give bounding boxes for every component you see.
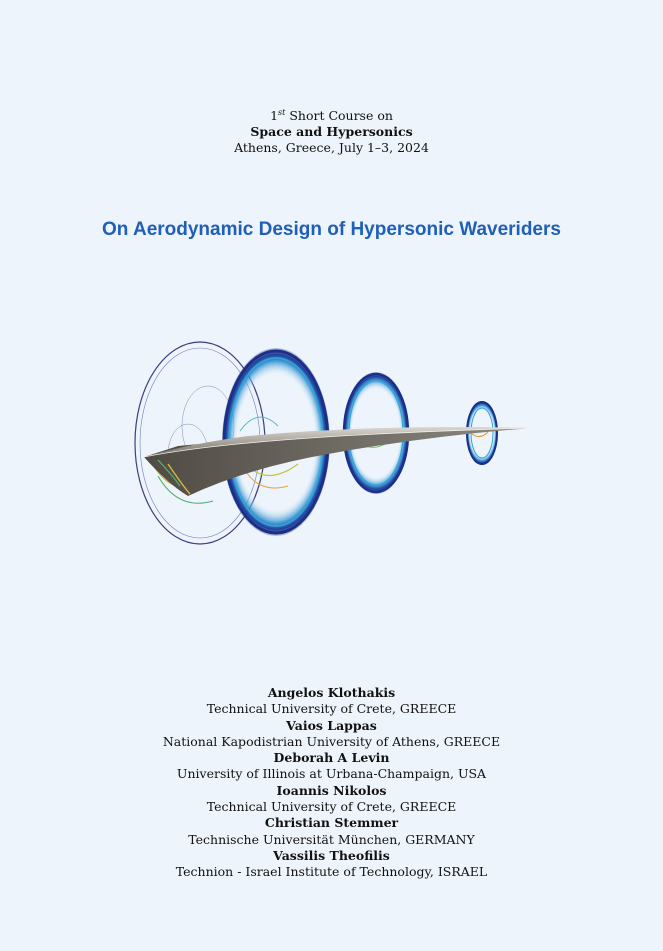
course-ordinal-suffix: st bbox=[278, 108, 286, 117]
course-header bbox=[0, 108, 663, 156]
author-name: Christian Stemmer bbox=[264, 815, 399, 831]
author-affiliation: Technion - Israel Institute of Technology, ISRAEL bbox=[175, 864, 488, 880]
author-list bbox=[0, 685, 663, 881]
author-affiliation: Technische Universität München, GERMANY bbox=[188, 831, 475, 847]
document-title: On Aerodynamic Design of Hypersonic Waveriders bbox=[102, 219, 561, 240]
course-location-date: Athens, Greece, July 1–3, 2024 bbox=[234, 140, 429, 155]
author-name: Angelos Klothakis bbox=[267, 685, 396, 700]
waverider-flow-figure bbox=[128, 336, 540, 551]
author-name: Ioannis Nikolos bbox=[276, 782, 387, 798]
author-affiliation: Technical University of Crete, GREECE bbox=[206, 799, 457, 815]
course-ordinal: 1 bbox=[270, 108, 279, 123]
course-name: Space and Hypersonics bbox=[250, 124, 413, 139]
author-name: Vaios Lappas bbox=[286, 717, 377, 733]
author-name: Vassilis Theofilis bbox=[273, 847, 390, 863]
course-line-1 bbox=[0, 108, 663, 124]
course-line-1-rest: Short Course on bbox=[285, 108, 393, 123]
author-name: Deborah A Levin bbox=[273, 750, 390, 766]
author-affiliation: Technical University of Crete, GREECE bbox=[206, 701, 457, 717]
author-affiliation: National Kapodistrian University of Athens, GREECE bbox=[162, 733, 501, 749]
waverider-illustration bbox=[128, 336, 540, 551]
author-affiliation: University of Illinois at Urbana-Champaign, USA bbox=[176, 766, 487, 782]
